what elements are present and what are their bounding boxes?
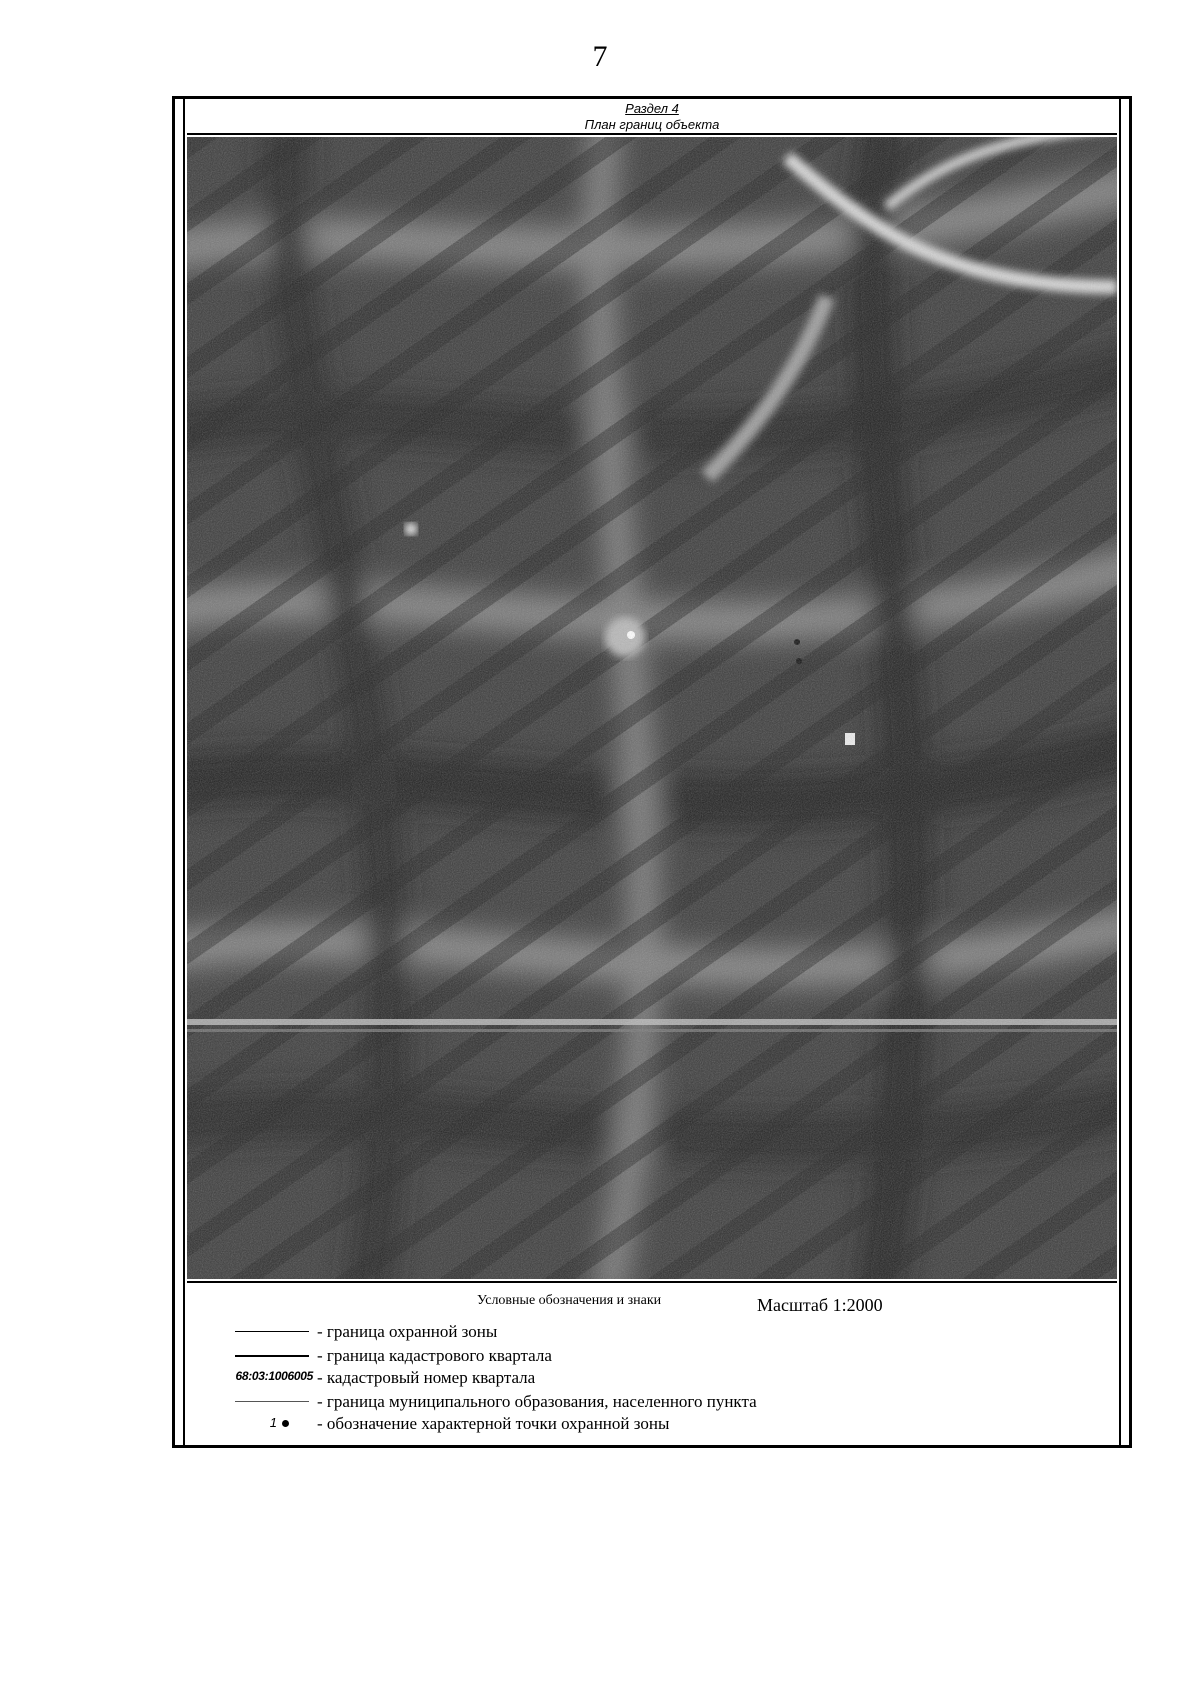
legend-item-cadastral-number (207, 1367, 535, 1389)
frame-inner-left-line (183, 99, 185, 1445)
plan-title: План границ объекта (584, 117, 720, 132)
legend-item-cadastral-quarter (207, 1345, 552, 1367)
boundary-line-symbol (207, 1391, 317, 1413)
thick-line-symbol (207, 1345, 317, 1367)
legend-item-label: - граница охранной зоны (317, 1322, 498, 1341)
legend-heading: Условные обозначения и знаки (477, 1293, 662, 1308)
thin-line-symbol (207, 1321, 317, 1343)
legend-item-label: - кадастровый номер квартала (317, 1368, 536, 1387)
section-title: Раздел 4 (625, 101, 679, 116)
cadastral-code: 68:03:1006005 (235, 1369, 313, 1383)
legend-item-protection-zone (207, 1321, 497, 1343)
point-dot-icon (282, 1420, 289, 1427)
map-imagery (187, 137, 1117, 1279)
sheet-header (187, 99, 1117, 135)
legend-item-label: - граница муниципального образования, населенного пункта (317, 1392, 757, 1411)
page-number: 7 (592, 40, 608, 73)
legend-item-municipal-boundary (207, 1391, 757, 1413)
cadastral-code-symbol (207, 1367, 317, 1389)
frame-inner-right-line (1119, 99, 1121, 1445)
legend-item-characteristic-point (207, 1413, 669, 1435)
legend-item-label: - граница кадастрового квартала (317, 1346, 552, 1365)
map-scale: Масштаб 1:2000 (757, 1295, 883, 1315)
point-symbol (207, 1413, 317, 1435)
point-number: 1 (269, 1415, 277, 1430)
legend-header (187, 1289, 1117, 1313)
legend-item-label: - обозначение характерной точки охранной зоны (317, 1414, 670, 1433)
map-legend (187, 1281, 1117, 1441)
satellite-map[interactable] (187, 137, 1117, 1279)
map-sheet-frame (172, 96, 1132, 1448)
